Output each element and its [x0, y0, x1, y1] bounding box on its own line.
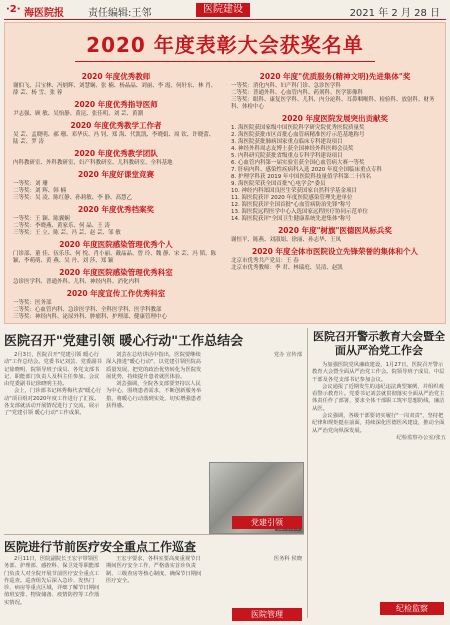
award-title-rule [75, 61, 375, 62]
award-names: 尹志强、顾 敏、吴怡静、黄昆、张佳明、刘 芸、黄潮 [13, 111, 143, 117]
award-heading: 2020 年度"优质服务(精神文明)先进集体"奖 [259, 72, 411, 81]
contribution-item: 8. 护理学科获 2019 年中国医院科技量值学科第二十四名 [231, 174, 371, 180]
award-heading: 2020 年度"树旗"医德医风标兵奖 [278, 226, 392, 235]
award-heading: 2020 年度优秀教师 [81, 72, 151, 81]
section-badge: 医院建设 [196, 3, 250, 17]
contribution-item: 1. 海医院获国家级中国医院科学研究院优秀医院质量奖 [231, 125, 365, 131]
article-headline: 医院进行节前医疗安全重点工作巡查 [4, 540, 197, 554]
contribution-item: 10. 神经内科郑国良医生荣获国家自然科学基金项目 [231, 188, 357, 194]
award-heading: 2020 年度好课堂竞赛 [78, 170, 154, 179]
award-names: 一等奖：王 颖、陈翼娴 二等奖：李晓燕、黄家乐、何 晶、王 涛 三等奖：王 立、陈 芸、冯 芸、赵 芸、邹 敏 [13, 216, 121, 236]
award-names: 急诊医学科、普通外科、儿科、神经内科、消化内科 [13, 279, 140, 285]
page-header [0, 0, 450, 22]
paragraph: 会议强调，各级干部要切实履行"一岗双责"，坚持把纪律和规矩挺在前面，持续深化医德医风建设，推动全面从严治党向纵深发展。 [312, 413, 445, 434]
paragraph: 王宏宇要求，各科室要高度重视节日期间医疗安全工作，严格落实首诊负责制、三级查房等核心制度，确保节日期间医疗安全。 [106, 556, 202, 584]
award-left-column [13, 69, 219, 321]
award-names: 一等奖：医务部 二等奖：心血管内科、急诊医学科、全科医学科、医学科教部 三等奖：神经内科、泌尿外科、肿瘤科、护理部、健康管理中心 [13, 300, 168, 320]
article-body [4, 352, 304, 532]
award-names: 一等奖：消化内科、妇产科门诊、急诊医学科 二等奖：普通外科、心血管内科、药剂科、医学影像科 三等奖：眼科、康复医学科、儿科、内分泌科、耳鼻咽喉科、检验科、放射科、财务科、体检中心 [231, 83, 435, 110]
award-title: 2020 年度表彰大会获奖名单 [86, 33, 364, 57]
award-names: 谢恒平、陈燕、刘淑娟、徐丽、孙志华、王凤 [231, 237, 342, 243]
page-number: ·2· [6, 4, 21, 15]
paragraph: 2月3日，医院召开"党建引领 暖心行动"工作总结会。党委书记刘芸、党委副书记徐晓明、院领导班子成员、各党支部书记、职能部门负责人及科主任参加。会议由党委副书记徐晓明主持。 [4, 352, 102, 388]
article-headline: 医院召开警示教育大会暨全面从严治党工作会 [313, 330, 445, 357]
award-heading: 2020 年度优秀教学工作者 [70, 121, 162, 130]
column-badge: 医院管理 [232, 608, 302, 621]
contribution-item: 4. 神经外科周志友博士获全国神经外科医师会员奖 [231, 146, 354, 152]
issue-date: 2021 年 2 月 28 日 [349, 8, 440, 19]
award-names: 吴 芸、孟晓明、郝 珊、邓华庆、冯 钊、郑 海、代凯凯、李晓娟、周 钦、许晓蕾、陆 芸、罗 涛 [13, 132, 215, 145]
header-rule [4, 19, 446, 20]
award-heading: 2020 年度宣传工作优秀科室 [66, 289, 166, 298]
paragraph: 2月11日，医院副院长王宏宇带领医务部、护理部、感控科、保卫处等职能部门负责人对全院开展节前医疗安全重点工作巡查。巡查组先后深入急诊、发热门诊、病房等重点区域，详细了解节日期间值班安排、物资储备、疫情防控等工作落实情况。 [4, 556, 100, 606]
contribution-item: 2. 海医院获批市区首批心血管病精准医疗示范基地称号 [231, 132, 365, 138]
award-heading: 2020 年度优秀教学团队 [74, 149, 158, 158]
paragraph: 为加强医院党风廉政建设，1月27日，医院召开警示教育大会暨全面从严治党工作会。院领导班子成员、中层干部及各党支部书记参加会议。 [312, 362, 445, 383]
award-heading: 2020 年度优秀指导医师 [74, 100, 158, 109]
contribution-item: 7. 肝病内科、感染性疾病科入选 2020 年度全国临床重点专科 [231, 167, 382, 173]
award-names: 谢伯飞、吕宝林、冯炳辉、刘慧娴、张 楠、杨晶晶、刘丽、李 霞、何轩东、林 肖、薛 芸、杨 雪、张 蓉 [13, 83, 217, 96]
contribution-item: 11. 海医院获评 2020 年度医院感染管理先进单位 [231, 195, 353, 201]
article-party-summary [4, 330, 304, 527]
contribution-item: 13. 海医院远程医学中心入选国家远程医疗协同示范单位 [231, 209, 368, 215]
paragraph: 刘芸在总结讲话中指出，医院要继续深入推进"暖心行动"，以党建引领医院高质量发展，把党的政治优势转化为医院发展优势，持续提升患者就医体验。 [106, 352, 202, 380]
byline: 党办 宣传部 [273, 352, 302, 358]
article-divider [4, 534, 304, 535]
award-heading: 2020 年度医院感染管理优秀科室 [59, 268, 173, 277]
column-badge: 纪检监察 [380, 602, 444, 615]
award-names: 北京市优秀共产党员：王 春 北京市优秀教师：季 君、林瑞庭、吴清、赵凯 [231, 258, 343, 271]
byline: 纪检监察办公室/张五 [396, 434, 446, 441]
paragraph: 刘芸强调，全院各支部要坚持以人民为中心，围绕患者需求，不断创新服务举措，将暖心行动落到实处，切实增强患者获得感。 [106, 381, 202, 410]
award-list-panel [4, 22, 446, 324]
article-headline: 医院召开"党建引领 暖心行动"工作总结会 [4, 334, 244, 349]
contribution-item: 14. 海医院获评"全国卫生健康系统先进集体"称号 [231, 216, 352, 222]
article-discipline-meeting [312, 330, 446, 613]
award-heading: 2020 年度优秀档案奖 [78, 205, 154, 214]
award-heading: 2020 年度医院发展突出贡献奖 [282, 114, 388, 123]
article-safety-inspection [4, 538, 304, 619]
column-badge: 党建引领 [232, 516, 302, 529]
award-names: 内科教研室、外科教研室、妇产科教研室、儿科教研室、全科基地 [13, 160, 173, 166]
byline: 医务科 侯晓 [273, 556, 302, 562]
contribution-item: 5. 内科研究院获批省级重点专科学科建设项目 [231, 153, 343, 159]
contribution-item: 9. 海医院荣获全国首批"心电学会"委员 [231, 181, 326, 187]
contribution-item: 6. 心血管内科第一届实验室获全国心血管病大赛一等奖 [231, 160, 365, 166]
award-names: 门诊部、董 佳、伍乐乐、何 悦、肖小丽、戴晶晶、曾 玲、魏 静、宋 芸、冯 韬、陈 颖、李萌萌、黄 燕、吴 丹、刘 莎、郑 颖 [13, 251, 216, 264]
paragraph: 会上，门诊部书记林秀梅代表"暖心行动"项目组对2020年度工作进行了汇报。各支部就活动开展情况进行了交流，展示了"党建引领 暖心行动"工作成果。 [4, 388, 102, 417]
award-names: 一等奖：刘 珊 二等奖：刘 辉、韩 楠 三等奖：吴 凌、陈红静、孙莉敏、李 静、高慧乙 [13, 181, 132, 201]
contribution-item: 12. 海医院获评全国首批"心血管病防治先锋"称号 [231, 202, 352, 208]
award-heading: 2020 年度全体市医院设立先锋荣誉的集体和个人 [252, 247, 418, 256]
award-right-column [231, 69, 439, 272]
paragraph: 会议通报了近期发生的违纪违法典型案例，并组织观看警示教育片。党委书记刘芸就贯彻落实全面从严治党主体责任作了部署，要求全体干部职工筑牢思想防线，廉洁从医。 [312, 383, 445, 412]
editor-credit: 责任编辑:王邻 [88, 8, 152, 19]
paper-name: 海医院报 [24, 8, 64, 19]
column-divider [307, 328, 308, 618]
award-heading: 2020 年度医院感染管理优秀个人 [59, 240, 173, 249]
contribution-item: 3. 海医院获批肺病国家重点临床专科建设项目 [231, 139, 343, 145]
